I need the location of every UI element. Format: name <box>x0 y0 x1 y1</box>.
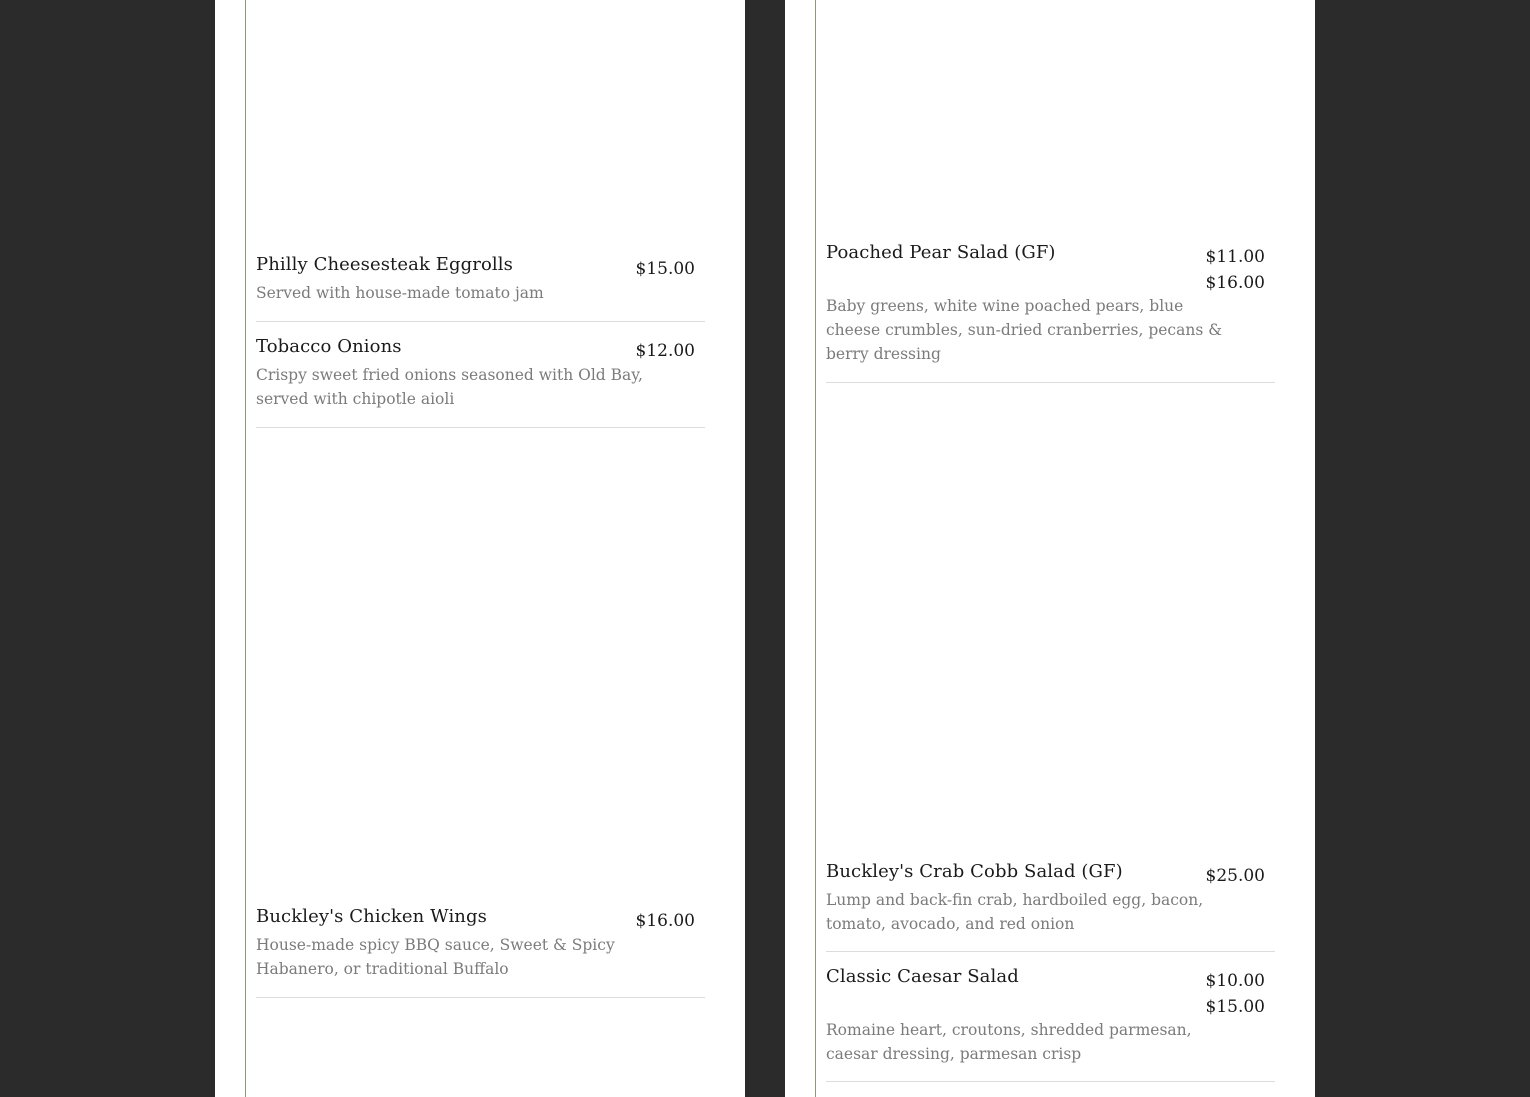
item-divider <box>826 951 1275 952</box>
menu-item-prices <box>636 338 695 364</box>
menu-item-name: Tobacco Onions <box>256 336 402 357</box>
menu-item-price: $12.00 <box>635 341 695 361</box>
menu-item-price: $16.00 <box>635 911 695 931</box>
menu-item-prices <box>1206 968 1265 1020</box>
item-divider <box>256 427 705 428</box>
menu-column-right <box>785 0 1315 1097</box>
menu-item-description: Lump and back-fin crab, hardboiled egg, bacon, tomato, avocado, and red onion <box>826 891 1204 933</box>
menu-item-price: $16.00 <box>1205 273 1265 293</box>
menu-item-name: Poached Pear Salad (GF) <box>826 242 1056 263</box>
menu-column-left <box>215 0 745 1097</box>
menu-item-name: Classic Caesar Salad <box>826 966 1019 987</box>
menu-item-prices <box>636 256 695 282</box>
menu-item-price: $25.00 <box>1205 866 1265 886</box>
menu-item-price: $10.00 <box>1205 971 1265 991</box>
menu-item-prices <box>1206 863 1265 889</box>
item-divider <box>256 997 705 998</box>
column-accent-line <box>815 0 816 1097</box>
menu-item-prices <box>1206 244 1265 296</box>
item-divider <box>826 1081 1275 1082</box>
menu-item-price: $15.00 <box>635 259 695 279</box>
item-divider <box>826 382 1275 383</box>
menu-item-description: Baby greens, white wine poached pears, blue cheese crumbles, sun-dried cranberries, pecans & berry dressing <box>826 297 1223 363</box>
menu-item-description: House-made spicy BBQ sauce, Sweet & Spicy Habanero, or traditional Buffalo <box>256 936 615 978</box>
column-accent-line <box>245 0 246 1097</box>
menu-item-price: $11.00 <box>1205 247 1265 267</box>
menu-item-description: Crispy sweet fried onions seasoned with Old Bay, served with chipotle aioli <box>256 366 643 408</box>
menu-item-prices <box>636 908 695 934</box>
menu-item-name: Philly Cheesesteak Eggrolls <box>256 254 513 275</box>
menu-item-name: Buckley's Chicken Wings <box>256 906 487 927</box>
menu-item-name: Buckley's Crab Cobb Salad (GF) <box>826 861 1123 882</box>
item-divider <box>256 321 705 322</box>
menu-item-description: Romaine heart, croutons, shredded parmesan, caesar dressing, parmesan crisp <box>826 1021 1192 1063</box>
menu-item-price: $15.00 <box>1205 997 1265 1017</box>
menu-item-description: Served with house-made tomato jam <box>256 284 544 302</box>
